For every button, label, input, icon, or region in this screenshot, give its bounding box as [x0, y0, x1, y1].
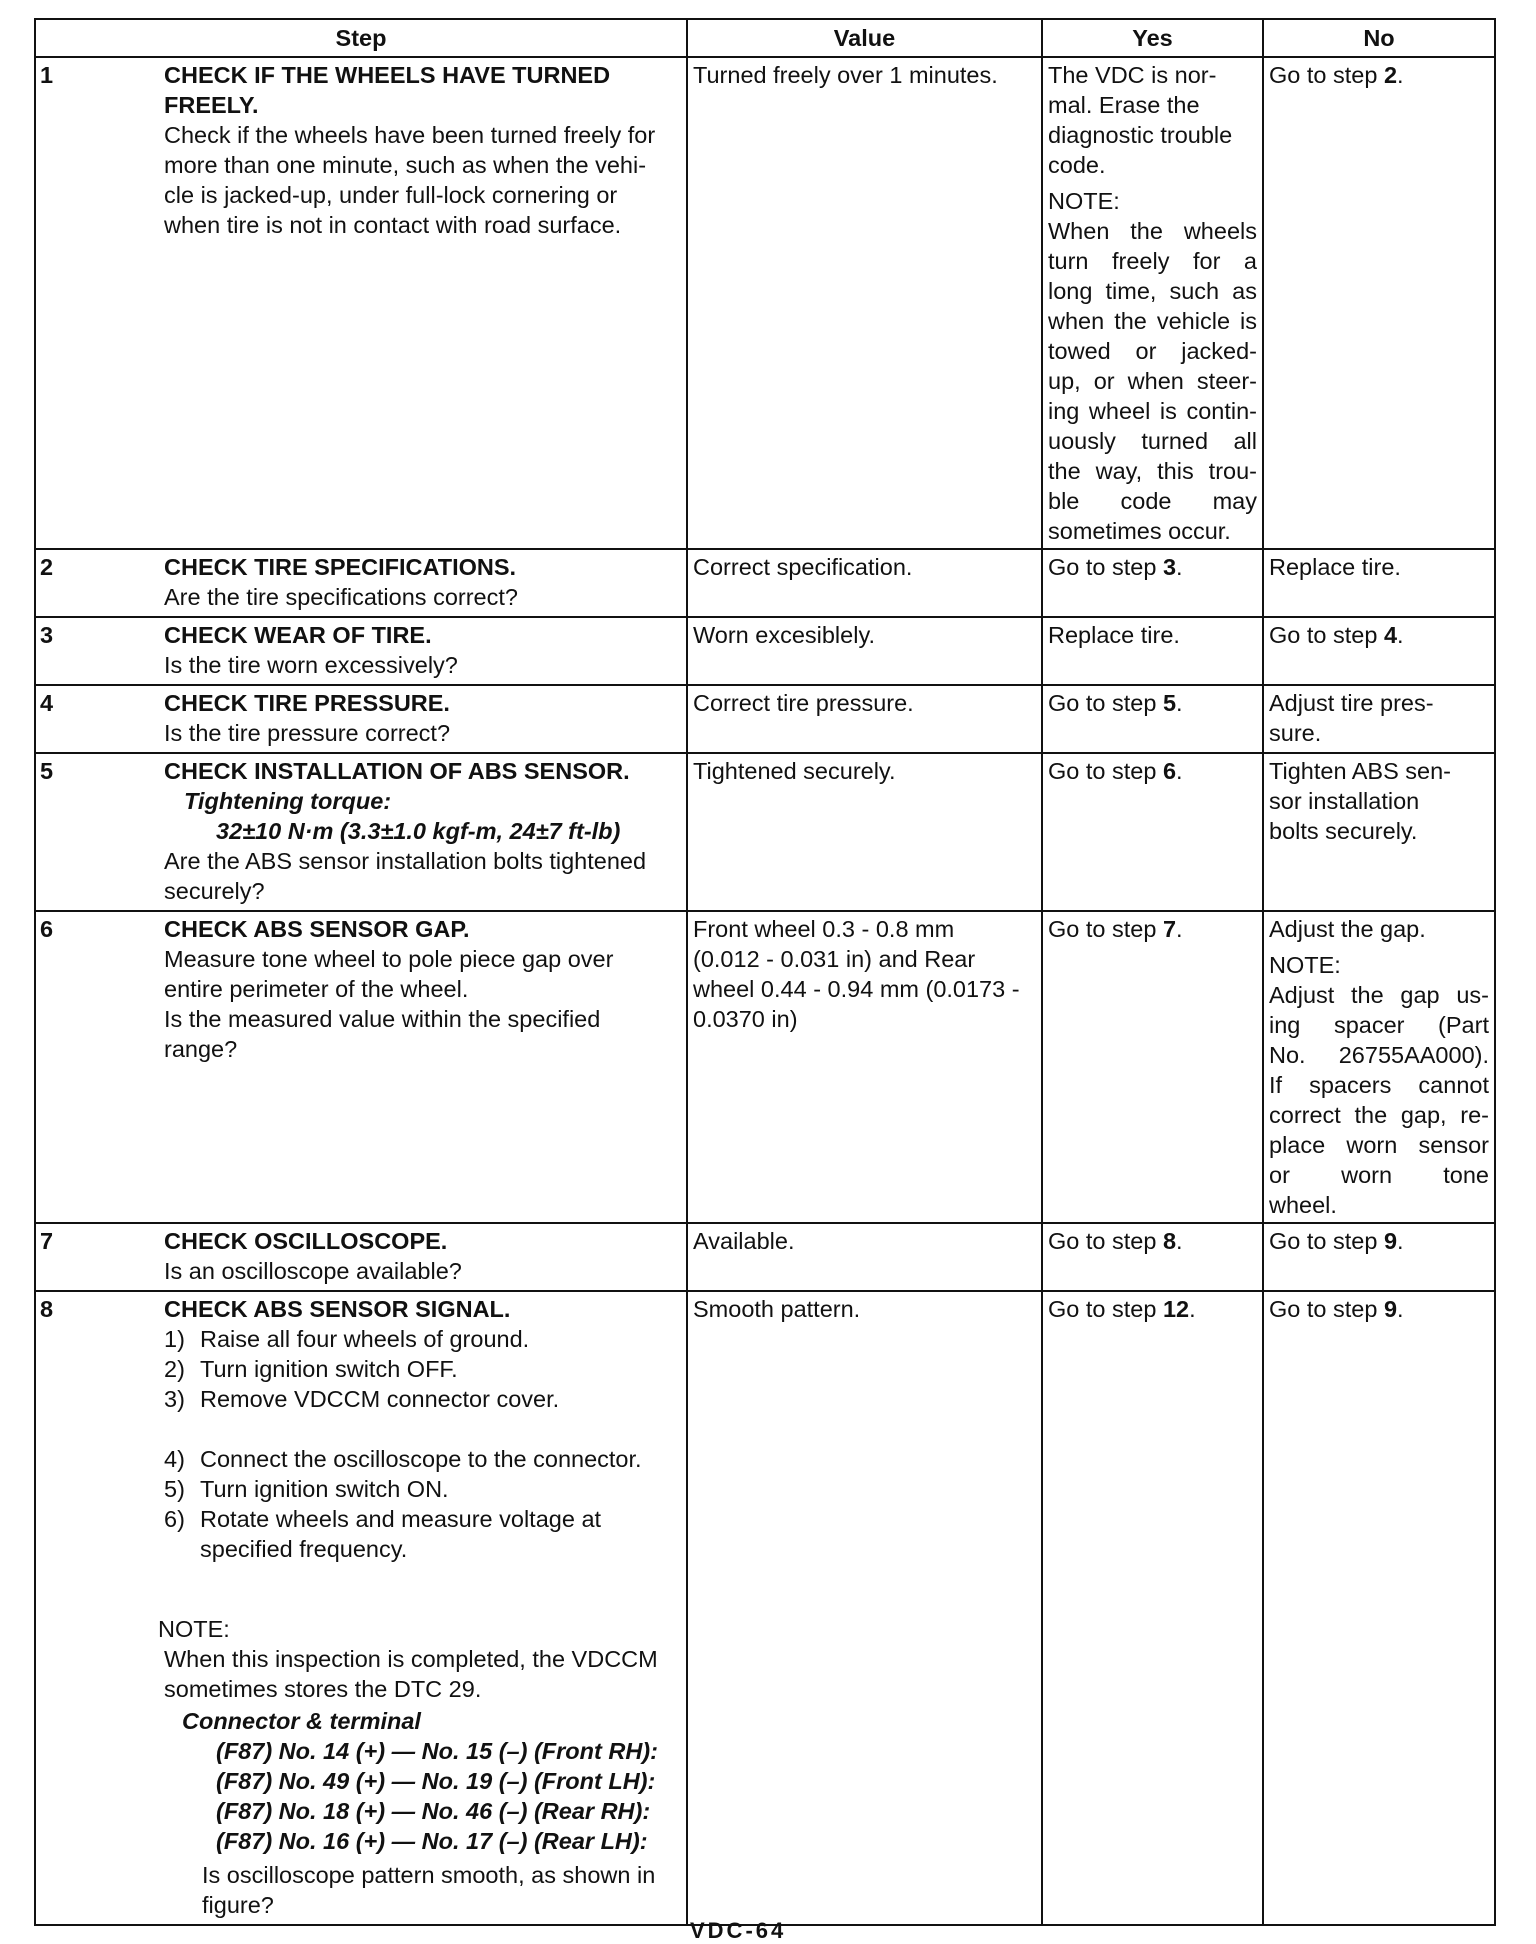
yes-line: mal. Erase the	[1048, 92, 1200, 118]
no-line: sure.	[1269, 720, 1322, 746]
yes-text-end: .	[1189, 1296, 1196, 1322]
step-question: Is the tire worn excessively?	[164, 652, 458, 678]
yes-step-ref: 8	[1162, 1228, 1177, 1254]
yes-text-end: .	[1176, 916, 1183, 942]
table-row	[35, 1291, 1495, 1925]
step-desc-line: entire perimeter of the wheel.	[164, 976, 469, 1002]
yes-note-line: turn freely for a	[1048, 248, 1257, 274]
list-text: Turn ignition switch OFF.	[200, 1356, 458, 1382]
step-number: 6	[40, 916, 54, 942]
value-cell: Turned freely over 1 minutes.	[687, 57, 1042, 549]
connector-line: (F87) No. 18 (+) — No. 46 (–) (Rear RH):	[216, 1798, 651, 1824]
no-note-line: or worn tone	[1269, 1162, 1489, 1188]
header-yes: Yes	[1042, 19, 1263, 57]
list-number: 2)	[164, 1356, 185, 1382]
no-cell	[1263, 753, 1495, 911]
yes-step-ref: 7	[1162, 916, 1177, 942]
no-note-line: ing spacer (Part	[1269, 1012, 1489, 1038]
yes-cell: Replace tire.	[1042, 617, 1263, 685]
list-text: Remove VDCCM connector cover.	[200, 1386, 560, 1412]
step-cell	[35, 685, 687, 753]
connector-line: (F87) No. 49 (+) — No. 19 (–) (Front LH):	[216, 1768, 656, 1794]
list-text: Connect the oscilloscope to the connector.	[200, 1446, 642, 1472]
step-desc-line: Check if the wheels have been turned freely for	[164, 122, 656, 148]
step-desc-line: range?	[164, 1036, 238, 1062]
table-row	[35, 753, 1495, 911]
step-cell	[35, 1223, 687, 1291]
no-text: Go to step	[1269, 622, 1384, 648]
step-title: CHECK OSCILLOSCOPE.	[164, 1228, 448, 1254]
yes-text-end: .	[1176, 554, 1183, 580]
yes-text: Go to step	[1048, 1296, 1163, 1322]
no-note-line: Adjust the gap us-	[1269, 982, 1489, 1008]
yes-note-line: towed or jacked-	[1048, 338, 1257, 364]
yes-text: Go to step	[1048, 916, 1163, 942]
note-line: sometimes stores the DTC 29.	[164, 1676, 482, 1702]
no-line: bolts securely.	[1269, 818, 1418, 844]
step-question: figure?	[202, 1892, 274, 1918]
header-no: No	[1263, 19, 1495, 57]
list-item	[164, 1354, 682, 1384]
no-note-line: If spacers cannot	[1269, 1072, 1489, 1098]
no-note-heading: NOTE:	[1269, 952, 1341, 978]
yes-note-line: When the wheels	[1048, 218, 1257, 244]
list-number: 5)	[164, 1476, 185, 1502]
table-row	[35, 1223, 1495, 1291]
yes-step-ref: 5	[1162, 690, 1177, 716]
step-title: CHECK TIRE SPECIFICATIONS.	[164, 554, 517, 580]
yes-note-line: the way, this trou-	[1048, 458, 1257, 484]
yes-text: Go to step	[1048, 1228, 1163, 1254]
no-step-ref: 4	[1383, 622, 1398, 648]
step-title: CHECK IF THE WHEELS HAVE TURNED	[164, 62, 611, 88]
yes-note-heading: NOTE:	[1048, 188, 1120, 214]
yes-cell	[1042, 753, 1263, 911]
step-question: Is oscilloscope pattern smooth, as shown in	[202, 1862, 656, 1888]
step-desc-line: when tire is not in contact with road surface.	[164, 212, 622, 238]
yes-cell	[1042, 1223, 1263, 1291]
step-number: 7	[40, 1228, 54, 1254]
no-step-ref: 9	[1383, 1296, 1398, 1322]
yes-cell	[1042, 685, 1263, 753]
yes-cell	[1042, 57, 1263, 549]
yes-text-end: .	[1176, 690, 1183, 716]
yes-text: Go to step	[1048, 690, 1163, 716]
yes-cell	[1042, 549, 1263, 617]
yes-note-line: sometimes occur.	[1048, 518, 1231, 544]
note-heading: NOTE:	[158, 1616, 230, 1642]
value-cell: Worn excesiblely.	[687, 617, 1042, 685]
step-cell	[35, 617, 687, 685]
yes-note-line: up, or when steer-	[1048, 368, 1257, 394]
no-note-line: wheel.	[1269, 1192, 1337, 1218]
step-number: 3	[40, 622, 54, 648]
no-line: sor installation	[1269, 788, 1420, 814]
yes-step-ref: 6	[1162, 758, 1177, 784]
step-desc-line: Measure tone wheel to pole piece gap over	[164, 946, 614, 972]
list-number: 4)	[164, 1446, 185, 1472]
value-line: wheel 0.44 - 0.94 mm (0.0173 -	[693, 976, 1020, 1002]
table-row	[35, 57, 1495, 549]
step-desc-line: more than one minute, such as when the vehi-	[164, 152, 647, 178]
value-cell: Correct tire pressure.	[687, 685, 1042, 753]
no-text-end: .	[1397, 1228, 1404, 1254]
step-title-cont: FREELY.	[164, 92, 259, 118]
no-text: Go to step	[1269, 62, 1384, 88]
step-cell	[35, 753, 687, 911]
step-desc-line: Is the measured value within the specified	[164, 1006, 601, 1032]
list-text: Rotate wheels and measure voltage at	[200, 1506, 602, 1532]
no-cell	[1263, 685, 1495, 753]
yes-step-ref: 3	[1162, 554, 1177, 580]
yes-note-line: ble code may	[1048, 488, 1257, 514]
no-cell: Replace tire.	[1263, 549, 1495, 617]
no-cell	[1263, 617, 1495, 685]
no-step-ref: 2	[1383, 62, 1398, 88]
no-text: Go to step	[1269, 1296, 1384, 1322]
step-cell	[35, 549, 687, 617]
step-desc-line: cle is jacked-up, under full-lock cornering or	[164, 182, 618, 208]
yes-note-line: when the vehicle is	[1048, 308, 1257, 334]
yes-note-line: ing wheel is contin-	[1048, 398, 1257, 424]
step-title: CHECK TIRE PRESSURE.	[164, 690, 450, 716]
yes-text-end: .	[1176, 1228, 1183, 1254]
list-item	[164, 1474, 682, 1504]
yes-cell	[1042, 1291, 1263, 1925]
value-cell: Correct specification.	[687, 549, 1042, 617]
step-number: 1	[40, 62, 54, 88]
table-header-row	[35, 19, 1495, 57]
list-text: Turn ignition switch ON.	[200, 1476, 449, 1502]
no-note-line: place worn sensor	[1269, 1132, 1489, 1158]
step-number: 2	[40, 554, 54, 580]
value-line: (0.012 - 0.031 in) and Rear	[693, 946, 976, 972]
list-number: 6)	[164, 1506, 185, 1532]
connector-heading: Connector & terminal	[182, 1708, 421, 1734]
table-row	[35, 617, 1495, 685]
table-row	[35, 685, 1495, 753]
value-cell: Smooth pattern.	[687, 1291, 1042, 1925]
no-cell	[1263, 911, 1495, 1223]
diagnostic-table	[34, 18, 1496, 1926]
step-cell	[35, 911, 687, 1223]
no-text-end: .	[1397, 62, 1404, 88]
header-value: Value	[687, 19, 1042, 57]
step-title: CHECK ABS SENSOR GAP.	[164, 916, 470, 942]
no-line: Adjust tire pres-	[1269, 690, 1434, 716]
diagnostic-table-page	[34, 18, 1494, 1926]
step-cell	[35, 57, 687, 549]
step-question: Is an oscilloscope available?	[164, 1258, 462, 1284]
no-note-line: correct the gap, re-	[1269, 1102, 1489, 1128]
step-cell	[35, 1291, 687, 1925]
table-row	[35, 549, 1495, 617]
step-number: 5	[40, 758, 54, 784]
yes-cell	[1042, 911, 1263, 1223]
header-step: Step	[35, 19, 687, 57]
connector-line: (F87) No. 14 (+) — No. 15 (–) (Front RH):	[216, 1738, 658, 1764]
yes-line: diagnostic trouble	[1048, 122, 1233, 148]
no-line: Tighten ABS sen-	[1269, 758, 1452, 784]
step-number: 4	[40, 690, 54, 716]
procedure-list	[164, 1444, 682, 1564]
no-cell	[1263, 1223, 1495, 1291]
list-item	[164, 1534, 682, 1564]
no-note-line: No. 26755AA000).	[1269, 1042, 1489, 1068]
note-line: When this inspection is completed, the VDCCM	[164, 1646, 658, 1672]
no-text-end: .	[1397, 1296, 1404, 1322]
list-item	[164, 1504, 682, 1534]
list-number: 3)	[164, 1386, 185, 1412]
step-question: Is the tire pressure correct?	[164, 720, 451, 746]
list-item	[164, 1324, 682, 1354]
no-text-end: .	[1397, 622, 1404, 648]
step-question: Are the ABS sensor installation bolts tightened	[164, 848, 647, 874]
value-line: 0.0370 in)	[693, 1006, 798, 1032]
step-question: securely?	[164, 878, 265, 904]
step-number: 8	[40, 1296, 54, 1322]
yes-note-line: uously turned all	[1048, 428, 1257, 454]
value-cell	[687, 911, 1042, 1223]
no-step-ref: 9	[1383, 1228, 1398, 1254]
list-item	[164, 1444, 682, 1474]
no-cell	[1263, 57, 1495, 549]
procedure-list	[164, 1324, 682, 1414]
no-text: Go to step	[1269, 1228, 1384, 1254]
torque-heading: Tightening torque:	[184, 788, 392, 814]
list-item	[164, 1384, 682, 1414]
value-cell: Tightened securely.	[687, 753, 1042, 911]
list-number: 1)	[164, 1326, 185, 1352]
torque-value: 32±10 N·m (3.3±1.0 kgf-m, 24±7 ft-lb)	[216, 818, 621, 844]
step-title: CHECK WEAR OF TIRE.	[164, 622, 432, 648]
connector-line: (F87) No. 16 (+) — No. 17 (–) (Rear LH):	[216, 1828, 648, 1854]
no-line: Adjust the gap.	[1269, 916, 1426, 942]
page-footer: VDC-64	[690, 1918, 787, 1943]
step-title: CHECK INSTALLATION OF ABS SENSOR.	[164, 758, 630, 784]
yes-note-line: long time, such as	[1048, 278, 1257, 304]
yes-text-end: .	[1176, 758, 1183, 784]
step-question: Are the tire specifications correct?	[164, 584, 518, 610]
yes-step-ref: 12	[1162, 1296, 1190, 1322]
yes-line: The VDC is nor-	[1048, 62, 1217, 88]
list-text: Raise all four wheels of ground.	[200, 1326, 530, 1352]
list-text-cont: specified frequency.	[200, 1536, 408, 1562]
value-line: Front wheel 0.3 - 0.8 mm	[693, 916, 955, 942]
table-row	[35, 911, 1495, 1223]
yes-text: Go to step	[1048, 554, 1163, 580]
step-title: CHECK ABS SENSOR SIGNAL.	[164, 1296, 511, 1322]
value-cell: Available.	[687, 1223, 1042, 1291]
no-cell	[1263, 1291, 1495, 1925]
yes-line: code.	[1048, 152, 1106, 178]
yes-text: Go to step	[1048, 758, 1163, 784]
